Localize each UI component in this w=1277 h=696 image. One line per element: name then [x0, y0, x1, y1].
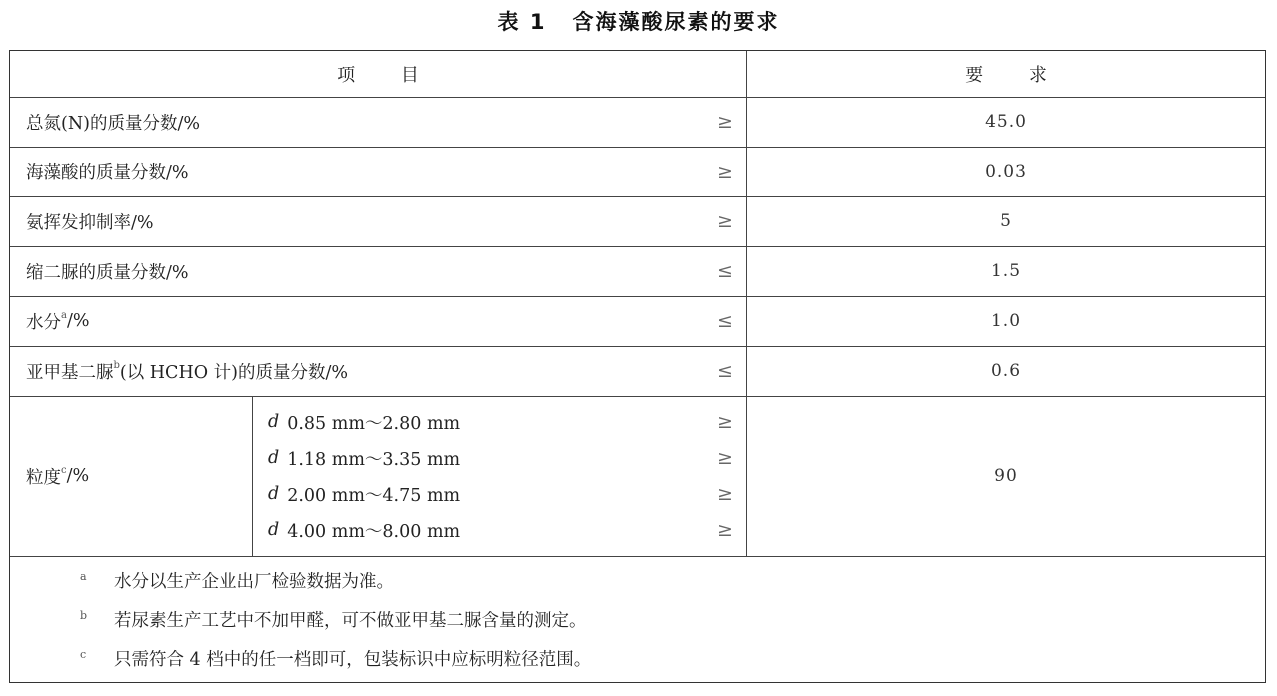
- granularity-range: d 2.00 mm～4.75 mm: [268, 484, 461, 506]
- row-item: 氨挥发抑制率/%: [26, 212, 154, 233]
- row-symbol: ≥: [717, 111, 733, 133]
- table-caption: 含海藻酸尿素的要求: [572, 10, 780, 34]
- footnote-ref: b: [113, 359, 120, 371]
- row-item: 总氮(N)的质量分数/%: [26, 113, 200, 134]
- footnote: b 若尿素生产工艺中不加甲醛，可不做亚甲基二脲含量的测定。: [80, 608, 587, 631]
- footnote: a 水分以生产企业出厂检验数据为准。: [80, 569, 394, 592]
- granularity-value: 90: [994, 466, 1018, 486]
- row-symbol: ≥: [717, 483, 733, 505]
- granularity-range: d 0.85 mm～2.80 mm: [268, 412, 461, 434]
- row-value: 1.5: [990, 261, 1022, 281]
- row-value: 5: [1000, 211, 1012, 231]
- requirements-table: [9, 50, 1266, 683]
- row-symbol: ≤: [717, 310, 733, 332]
- row-symbol: ≥: [717, 160, 733, 183]
- row-symbol: ≥: [717, 519, 733, 541]
- row-symbol: ≤: [717, 260, 733, 282]
- row-item: 缩二脲的质量分数/%: [26, 262, 189, 283]
- table-title: [0, 6, 1277, 36]
- header-requirement: 要 求: [965, 65, 1047, 86]
- row-value: 0.6: [990, 361, 1022, 381]
- row-symbol: ≥: [717, 447, 733, 469]
- granularity-label: 粒度 c /%: [26, 464, 90, 488]
- row-item: 海藻酸的质量分数/%: [26, 163, 189, 183]
- footnote: c 只需符合 4 档中的任一档即可，包装标识中应标明粒径范围。: [80, 647, 592, 670]
- footnote-ref: a: [61, 309, 67, 321]
- row-value: 0.03: [985, 161, 1027, 182]
- row-symbol: ≤: [717, 360, 733, 382]
- granularity-range: d 4.00 mm～8.00 mm: [268, 520, 461, 542]
- row-value: 1.0: [990, 311, 1022, 331]
- row-value: 45.0: [985, 112, 1027, 132]
- row-item: 水分 a /%: [26, 309, 90, 333]
- row-item: 亚甲基二脲 b (以 HCHO 计)的质量分数/%: [26, 359, 348, 383]
- granularity-range: d 1.18 mm～3.35 mm: [268, 448, 461, 470]
- header-item: 项 目: [337, 65, 419, 86]
- table-number: 表 1: [497, 10, 547, 34]
- row-symbol: ≥: [717, 210, 733, 232]
- row-symbol: ≥: [717, 411, 733, 433]
- footnote-ref: c: [61, 464, 67, 476]
